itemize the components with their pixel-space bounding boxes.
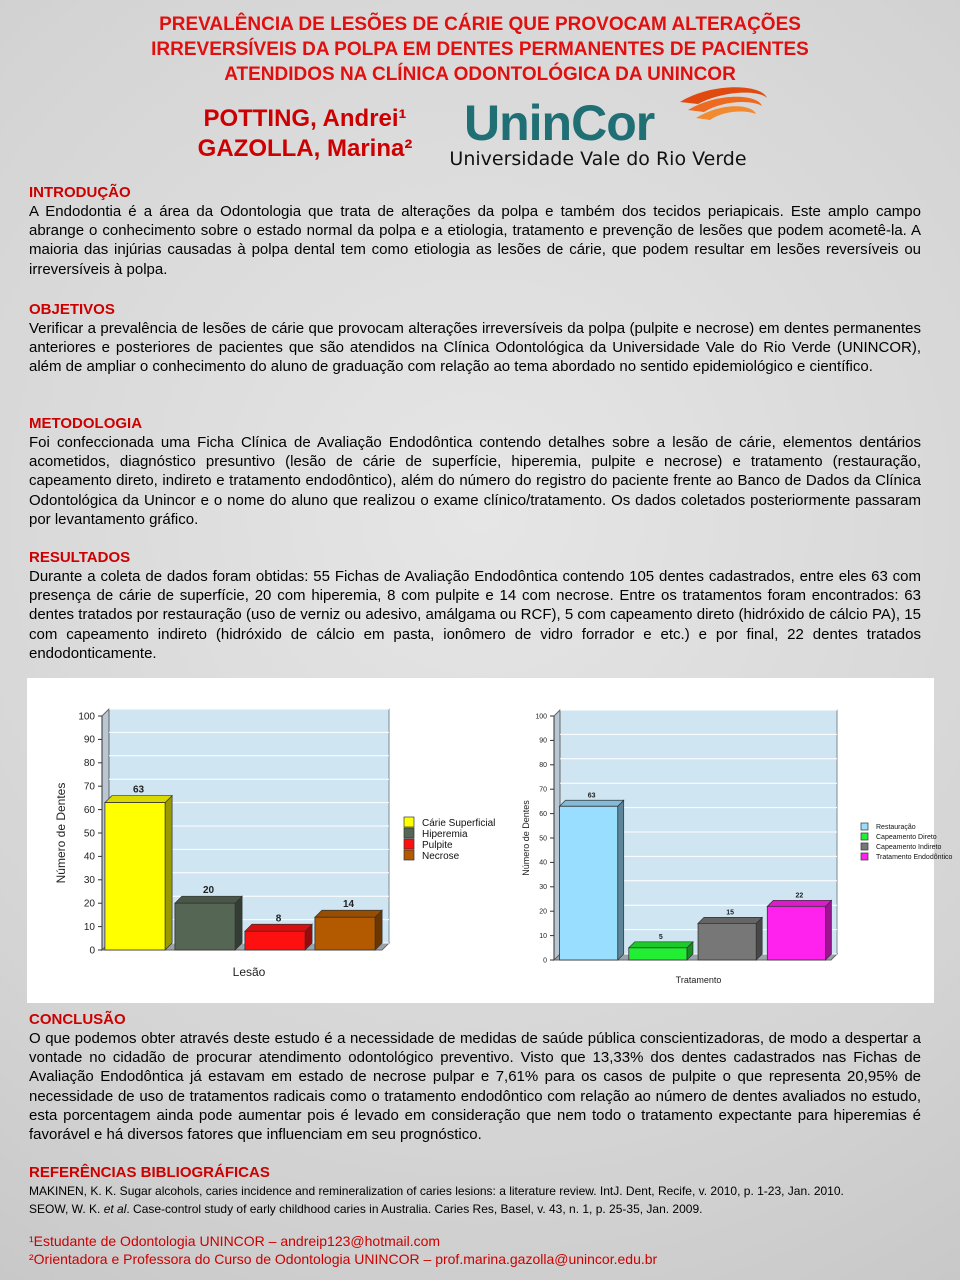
y-tick-label: 90 — [83, 734, 95, 746]
results-charts — [27, 678, 953, 1003]
title-line-3: ATENDIDOS NA CLÍNICA ODONTOLÓGICA DA UNINCOR — [224, 64, 736, 85]
text-objetivos: Verificar a prevalência de lesões de cárie que provocam alterações irreversíveis da polpa (pulpite e necrose) em dentes permanentes anteriores e posteriores de pacientes que são atendidos na Clínica Odontológica da Universidade Vale do Rio Verde (UNINCOR), além de ampliar o conhecimento do aluno de graduação com relação ao tema abordado no sentido epidemiológico e científico. — [29, 320, 921, 376]
section-resultados — [29, 548, 921, 663]
chart-lesao — [27, 678, 497, 1003]
legend-swatch — [861, 823, 868, 830]
authors — [185, 104, 425, 164]
reference-1: MAKINEN, K. K. Sugar alcohols, caries incidence and remineralization of caries lesions: a literature review. IntJ. Dent, Recife, v. 2010, p. 1-23, Jan. 2010. — [29, 1184, 844, 1198]
bar-top — [105, 796, 172, 803]
bar-top — [245, 924, 312, 931]
y-tick-label: 80 — [539, 762, 547, 770]
y-tick-label: 0 — [543, 957, 547, 965]
section-introducao — [29, 183, 921, 279]
legend-entry: Cárie Superficial — [422, 818, 496, 829]
bar-side — [825, 900, 831, 960]
data-label: 22 — [795, 892, 804, 900]
y-tick-label: 50 — [539, 835, 547, 843]
legend-swatch — [404, 850, 414, 860]
y-tick-label: 30 — [83, 875, 95, 887]
heading-resultados: RESULTADOS — [29, 549, 131, 566]
legend-swatch — [861, 853, 868, 860]
logo-subtitle: Universidade Vale do Rio Verde — [449, 148, 747, 170]
text-resultados: Durante a coleta de dados foram obtidas: 55 Fichas de Avaliação Endodôntica contendo 105 dentes cadastrados, entre eles 63 com presença de cárie de superfície, 20 com hiperemia, 8 com pulpite e 14 com necrose. Entre os tratamentos foram encontrados: 63 dentes tratados por restauração (uso de verniz ou adesivo, amálgama ou RCF), 5 com capeamento direto (hidróxido de cálcio PA), 15 com capeamento indireto (hidróxido de cálcio em pasta, ionômero de vidro forrador e etc.) e por final, 22 dentes tratados endodonticamente. — [29, 568, 921, 662]
legend-entry: Pulpite — [422, 840, 453, 851]
y-tick-label: 60 — [83, 804, 95, 816]
reference-2 — [29, 1200, 921, 1218]
legend-entry: Hiperemia — [422, 829, 468, 840]
heading-conclusao: CONCLUSÃO — [29, 1011, 126, 1028]
data-label: 14 — [342, 899, 355, 911]
section-conclusao — [29, 1010, 921, 1144]
text-metodologia: Foi confeccionada uma Ficha Clínica de Avaliação Endodôntica contendo detalhes sobre a lesão de cárie, elementos dentários acometidos, diagnóstico presuntivo (lesão de cárie de superfície, hiperemia, pulpite e necrose) e tratamento (restauração, capeamento direto, indireto e tratamento endodôntico), além do número do registro do paciente frente ao Banco de Dados da Clínica Odontológica da Unincor e o nome do aluno que realizou o exame clínico/tratamento. Os dados coletados posteriormente passaram por levantamento gráfico. — [29, 434, 921, 528]
bar-4 — [767, 906, 825, 960]
legend-swatch — [861, 833, 868, 840]
legend-swatch — [404, 817, 414, 827]
legend-swatch — [404, 839, 414, 849]
author-1: POTTING, Andrei¹ — [203, 105, 407, 132]
heading-referencias: REFERÊNCIAS BIBLIOGRÁFICAS — [29, 1164, 270, 1181]
author-2: GAZOLLA, Marina² — [197, 135, 413, 162]
data-label: 8 — [275, 913, 282, 925]
bar-side — [235, 896, 242, 950]
y-tick-label: 100 — [78, 711, 95, 723]
section-metodologia — [29, 414, 921, 529]
bar-1 — [560, 806, 618, 960]
legend-entry: Tratamento Endodôntico — [876, 854, 953, 861]
title-line-2: IRREVERSÍVEIS DA POLPA EM DENTES PERMANENTES DE PACIENTES — [151, 39, 809, 60]
y-tick-label: 70 — [539, 786, 547, 794]
y-axis-label: Número de Dentes — [54, 782, 68, 884]
bar-side — [618, 800, 624, 960]
bar-top — [767, 900, 831, 906]
y-tick-label: 20 — [83, 898, 95, 910]
data-label: 5 — [658, 933, 663, 941]
bar-1 — [105, 803, 165, 950]
x-axis-label: Lesão — [232, 965, 266, 979]
y-tick-label: 0 — [89, 945, 95, 957]
bar-side — [756, 917, 762, 960]
bar-top — [315, 910, 382, 917]
legend-entry: Necrose — [422, 851, 460, 862]
bar-2 — [629, 948, 687, 960]
bar-top — [629, 942, 693, 948]
reference-2-rest: . Case-control study of early childhood caries in Australia. Caries Res, Basel, v. 43, n. 1, p. 25-35, Jan. 2009. — [126, 1202, 703, 1216]
data-label: 20 — [202, 885, 215, 897]
y-tick-label: 10 — [83, 921, 95, 933]
section-objetivos — [29, 300, 921, 377]
bar-top — [175, 896, 242, 903]
y-tick-label: 20 — [539, 908, 547, 916]
reference-2-etal: et al — [103, 1202, 127, 1216]
text-conclusao: O que podemos obter através deste estudo é a necessidade de medidas de saúde pública conscientizadoras, de modo a despertar a vontade no cidadão de procurar atendimento odontológico preventivo. Visto que 13,33% dos dentes cadastrados nas Fichas de Avaliação Endodôntica já estavam em estado de necrose pulpar e 7,61% para os casos de pulpite o que representa 20,95% de necessidade de uso de tratamentos radicais como o tratamento endodôntico com relação ao número de dentes avaliados no estudo, esta porcentagem ainda pode aumentar pois é levado em consideração que nem todo o tratamento expectante para hiperemias é favorável e há diversos fatores que influenciam em seu prognóstico. — [29, 1030, 921, 1144]
poster-title — [0, 12, 960, 87]
legend-entry: Capeamento Indireto — [876, 844, 942, 851]
y-tick-label: 80 — [83, 758, 95, 770]
bar-side — [165, 796, 172, 950]
legend-entry: Restauração — [876, 824, 916, 831]
y-tick-label: 40 — [83, 851, 95, 863]
y-tick-label: 90 — [539, 737, 547, 745]
bar-top — [698, 917, 762, 923]
bar-3 — [245, 931, 305, 950]
bar-4 — [315, 917, 375, 950]
logo-wordmark: UninCor — [464, 95, 655, 151]
data-label: 63 — [587, 792, 596, 800]
legend-entry: Capeamento Direto — [876, 834, 937, 841]
footnote-2: ²Orientadora e Professora do Curso de Odontologia UNINCOR – prof.marina.gazolla@unincor.edu.br — [29, 1251, 658, 1267]
bar-3 — [698, 923, 756, 960]
section-referencias — [29, 1163, 921, 1218]
chart-tratamento — [499, 678, 953, 1003]
y-tick-label: 50 — [83, 828, 95, 840]
y-axis-label: Número de Dentes — [521, 800, 531, 876]
legend-swatch — [404, 828, 414, 838]
heading-objetivos: OBJETIVOS — [29, 301, 115, 318]
legend-swatch — [861, 843, 868, 850]
text-introducao: A Endodontia é a área da Odontologia que trata de alterações da polpa e também dos tecidos periapicais. Este amplo campo abrange o conhecimento sobre o estado normal da polpa e a etiologia, tratamento e prevenção de lesões que podem acometê-la. A maioria das injúrias causadas à polpa dental tem como etiologia as lesões de cárie, que podem resultar em lesões reversíveis ou irreversíveis à polpa. — [29, 203, 921, 278]
data-label: 15 — [726, 909, 735, 917]
bar-top — [560, 800, 624, 806]
y-tick-label: 70 — [83, 781, 95, 793]
plot-side-wall — [554, 710, 560, 960]
bar-2 — [175, 903, 235, 950]
y-tick-label: 40 — [539, 859, 547, 867]
y-tick-label: 10 — [539, 932, 547, 940]
title-line-1: PREVALÊNCIA DE LESÕES DE CÁRIE QUE PROVOCAM ALTERAÇÕES — [159, 14, 801, 35]
data-label: 63 — [132, 784, 145, 796]
footnote-1: ¹Estudante de Odontologia UNINCOR – andreip123@hotmail.com — [29, 1233, 441, 1249]
y-tick-label: 60 — [539, 810, 547, 818]
reference-2-authors: SEOW, W. K. — [29, 1202, 104, 1216]
y-tick-label: 100 — [535, 713, 547, 721]
heading-introducao: INTRODUÇÃO — [29, 184, 131, 201]
x-axis-label: Tratamento — [675, 975, 722, 985]
heading-metodologia: METODOLOGIA — [29, 415, 143, 432]
y-tick-label: 30 — [539, 884, 547, 892]
